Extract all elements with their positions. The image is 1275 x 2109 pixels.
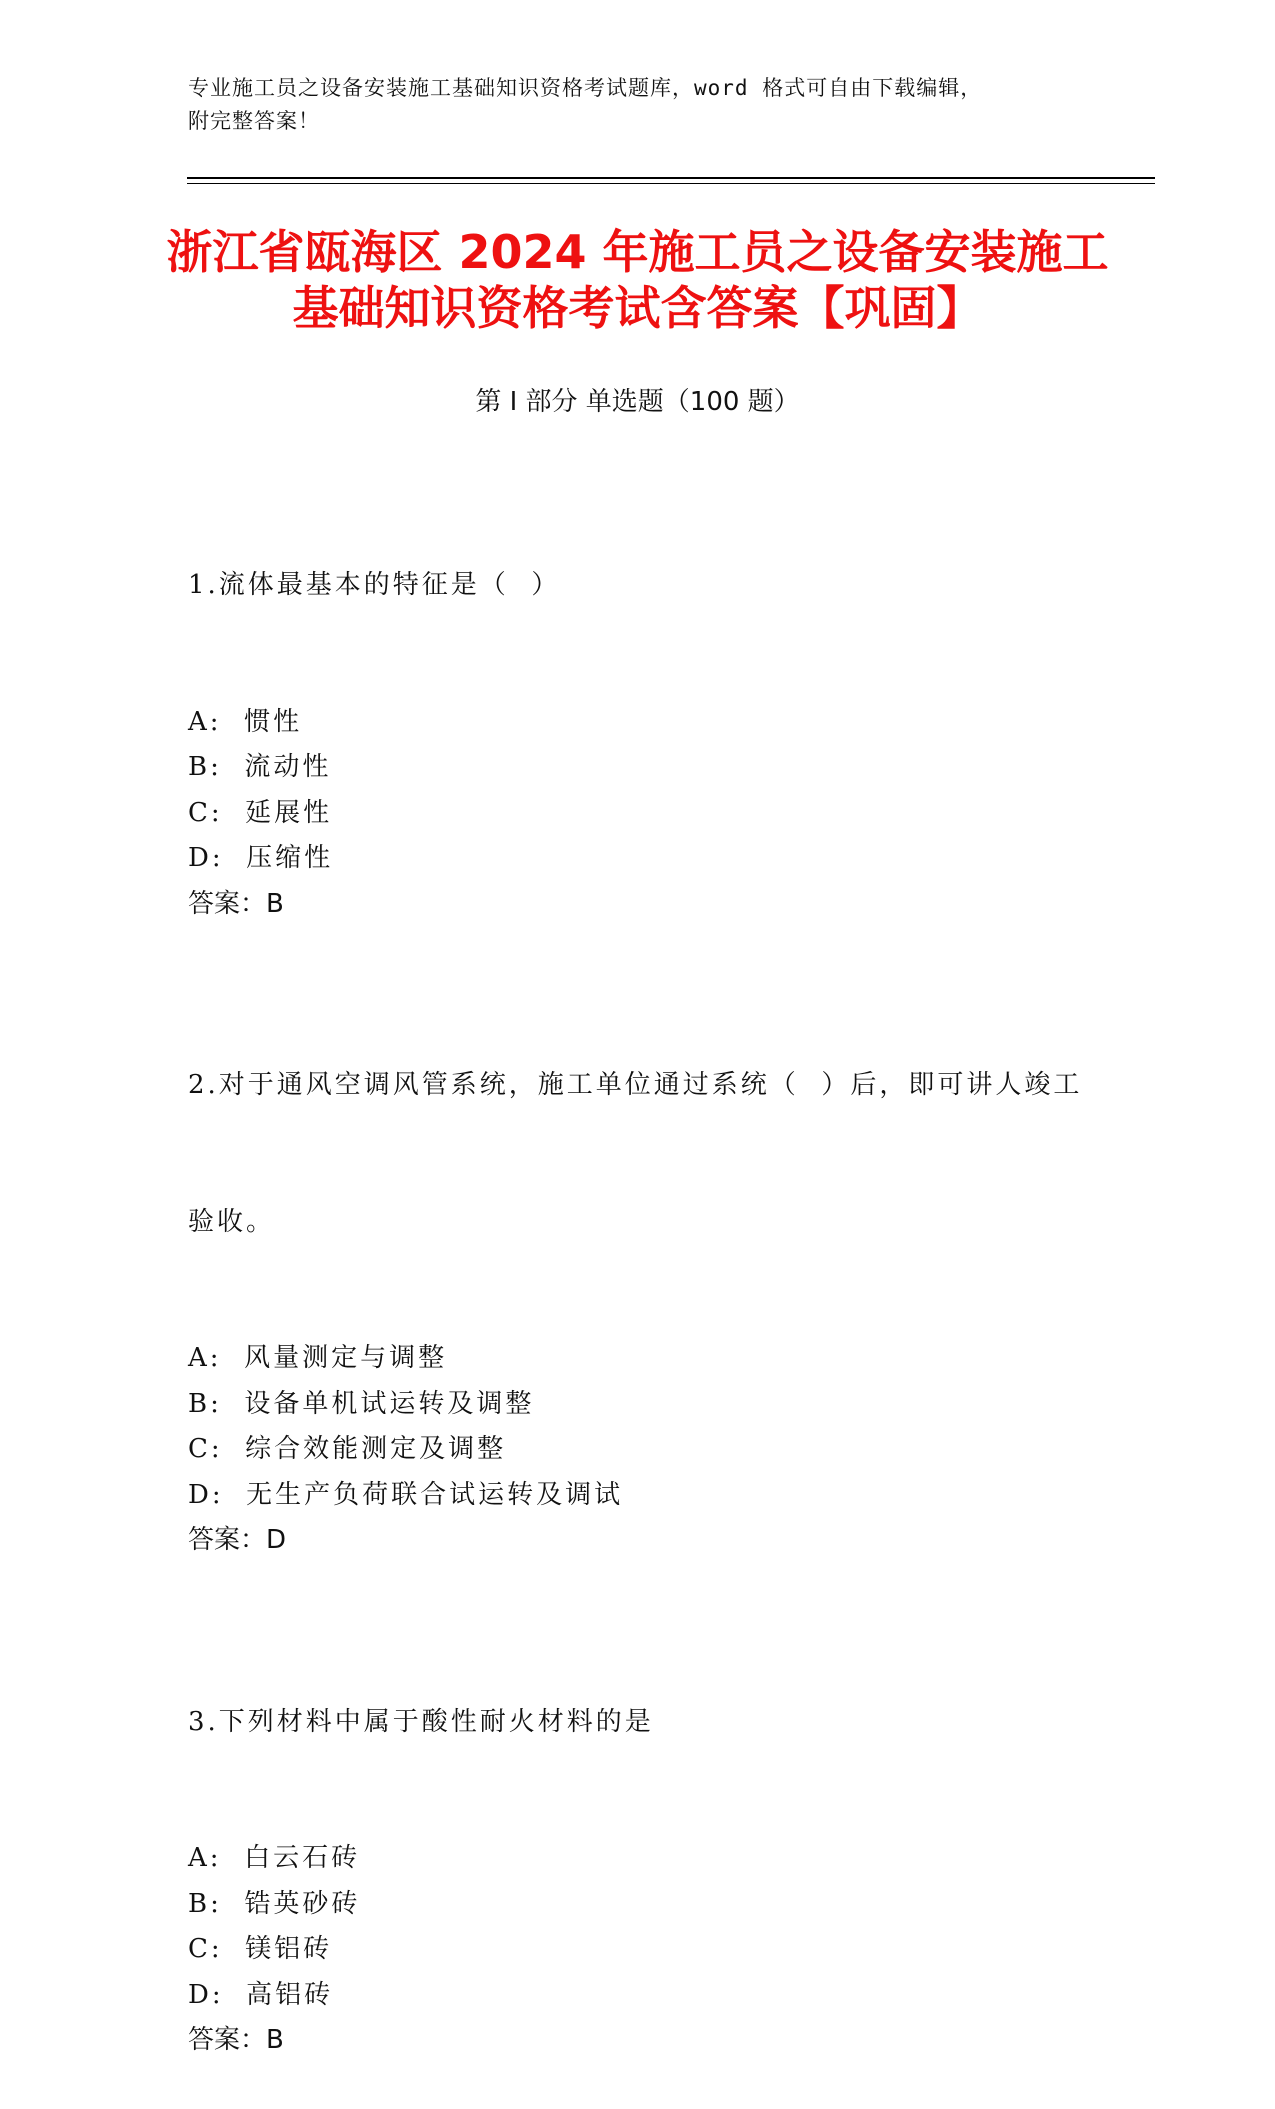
header-note-line-1: 专业施工员之设备安装施工基础知识资格考试题库，word 格式可自由下载编辑， xyxy=(188,76,983,100)
option-c: C: 延展性 xyxy=(188,797,333,828)
question-stem xyxy=(188,1609,1088,1837)
question-stem-line: 2.对于通风空调风管系统，施工单位通过系统（ ）后，即可讲人竣工 xyxy=(188,1070,1083,1100)
option-d: D: 压缩性 xyxy=(188,843,334,873)
option-b: B: 锆英砂砖 xyxy=(188,1888,361,1919)
option-d: D: 高铝砖 xyxy=(188,1979,334,2010)
question-1 xyxy=(188,472,1088,927)
header-divider-thick xyxy=(187,177,1155,179)
section-heading: 第 I 部分 单选题（100 题） xyxy=(475,387,800,417)
option-a: A: 白云石砖 xyxy=(188,1843,361,1873)
answer: 答案：B xyxy=(188,888,284,919)
question-stem-line: 1.流体最基本的特征是（ ） xyxy=(188,570,561,600)
question-list xyxy=(188,472,1088,2109)
question-stem-line: 验收。 xyxy=(188,1206,276,1237)
option-c: C: 镁铝砖 xyxy=(188,1934,333,1964)
option-b: B: 流动性 xyxy=(188,752,332,782)
option-a: A: 惯性 xyxy=(188,706,303,737)
document-title-line-1: 浙江省瓯海区 2024 年施工员之设备安装施工 xyxy=(166,225,1109,279)
option-d: D: 无生产负荷联合试运转及调试 xyxy=(188,1479,624,1510)
header-note-line-2: 附完整答案！ xyxy=(188,109,320,133)
answer: 答案：B xyxy=(188,2025,284,2055)
document-title-line-2: 基础知识资格考试含答案【巩固】 xyxy=(292,281,983,335)
answer: 答案：D xyxy=(188,1525,287,1555)
header-divider-thin xyxy=(187,183,1155,184)
option-b: B: 设备单机试运转及调整 xyxy=(188,1388,535,1419)
question-stem xyxy=(188,972,1088,1336)
question-stem xyxy=(188,472,1088,700)
question-stem-line: 3.下列材料中属于酸性耐火材料的是 xyxy=(188,1706,654,1737)
document-title xyxy=(160,224,1115,336)
question-3 xyxy=(188,1609,1088,2064)
option-c: C: 综合效能测定及调整 xyxy=(188,1434,507,1464)
option-a: A: 风量测定与调整 xyxy=(188,1343,448,1373)
question-2 xyxy=(188,972,1088,1564)
header-note xyxy=(188,72,1088,138)
